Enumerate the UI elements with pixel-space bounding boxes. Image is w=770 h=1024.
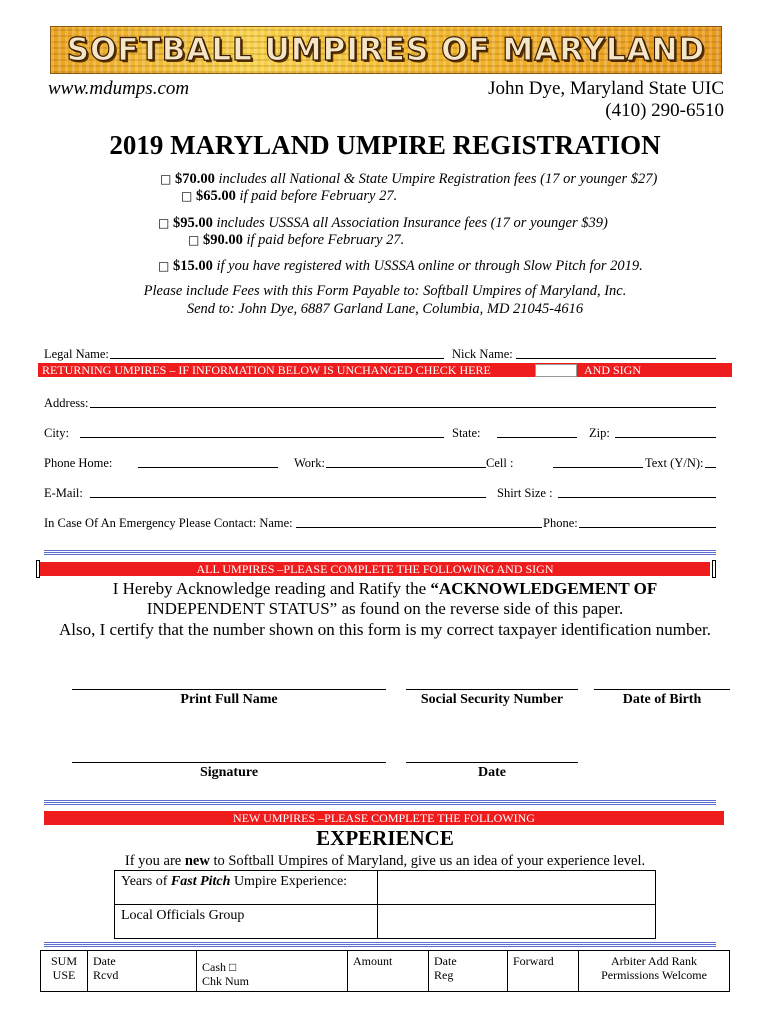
experience-heading: EXPERIENCE — [316, 826, 454, 850]
reg-label: Reg — [434, 968, 454, 982]
use-label: USE — [52, 968, 76, 982]
section-separator — [44, 550, 716, 556]
emergency-name-field[interactable] — [296, 527, 542, 528]
date-caption: Date — [478, 765, 506, 780]
print-name-field[interactable] — [72, 689, 386, 690]
legal-name-field[interactable] — [110, 358, 444, 359]
years-text: Years of — [121, 874, 171, 889]
years-text: Umpire Experience: — [230, 874, 348, 889]
phone-home-label: Phone Home: — [44, 456, 113, 470]
website: www.mdumps.com — [48, 78, 190, 99]
date-label: Date — [434, 954, 457, 968]
years-fast-pitch-label — [115, 871, 378, 905]
fee-option-90[interactable] — [188, 232, 404, 249]
email-field[interactable] — [90, 497, 486, 498]
permissions-label: Permissions Welcome — [601, 968, 707, 982]
print-name-caption: Print Full Name — [180, 692, 278, 707]
local-officials-group-input[interactable] — [378, 905, 656, 939]
bar-right-cap — [712, 560, 716, 578]
ssn-field[interactable] — [406, 689, 578, 690]
sum-label: SUM — [50, 954, 77, 968]
cell-phone-field[interactable] — [553, 467, 643, 468]
fee-amount: $90.00 — [202, 232, 243, 248]
state-field[interactable] — [497, 437, 577, 438]
phone-home-field[interactable] — [138, 467, 278, 468]
chk-num-label: Chk Num — [202, 974, 250, 988]
text-yn-label: Text (Y/N): — [645, 456, 704, 470]
returning-check-box[interactable] — [535, 364, 577, 377]
acknowledgement-line-1 — [0, 579, 770, 599]
signature-field[interactable] — [72, 762, 386, 763]
returning-bar-text: RETURNING UMPIRES – IF INFORMATION BELOW IS UNCHANGED CHECK HERE — [42, 363, 491, 377]
ack-text: I Hereby Acknowledge reading and Ratify the — [112, 579, 431, 598]
checkbox-icon[interactable]: □ — [158, 259, 170, 273]
emergency-contact-label: In Case Of An Emergency Please Contact: Name: — [44, 516, 293, 530]
city-field[interactable] — [80, 437, 444, 438]
intro-text: to Softball Umpires of Maryland, give us an idea of your experience level. — [209, 853, 646, 869]
banner-logo — [50, 26, 722, 74]
cash-label: Cash □ — [202, 960, 237, 974]
state-label: State: — [452, 426, 481, 440]
zip-field[interactable] — [615, 437, 716, 438]
checkbox-icon[interactable]: □ — [158, 216, 170, 230]
ack-text-bold: “ACKNOWLEDGEMENT OF — [430, 579, 658, 598]
cash-chk-cell — [197, 951, 348, 992]
new-umpires-bar-text: NEW UMPIRES –PLEASE COMPLETE THE FOLLOWING — [233, 811, 535, 825]
local-officials-group-label: Local Officials Group — [115, 905, 378, 939]
banner-text: SOFTBALL UMPIRES OF MARYLAND — [66, 32, 706, 68]
fee-option-15[interactable] — [158, 258, 643, 275]
new-umpires-bar — [44, 811, 724, 825]
dob-caption: Date of Birth — [622, 692, 702, 707]
fee-text: if you have registered with USSSA online or through Slow Pitch for 2019. — [212, 258, 643, 274]
section-separator — [44, 942, 716, 948]
date-field[interactable] — [406, 762, 578, 763]
address-field[interactable] — [90, 407, 716, 408]
send-to-note: Send to: John Dye, 6887 Garland Lane, Columbia, MD 21045-4616 — [186, 301, 584, 317]
all-umpires-bar-text: ALL UMPIRES –PLEASE COMPLETE THE FOLLOWING AND SIGN — [196, 562, 554, 576]
date-label: Date — [93, 954, 116, 968]
fee-amount: $70.00 — [174, 171, 215, 187]
cell-label: Cell : — [486, 456, 514, 470]
acknowledgement-line-3: Also, I certify that the number shown on this form is my correct taxpayer identification number. — [59, 620, 711, 639]
text-yn-field[interactable] — [705, 467, 716, 468]
years-fast-pitch-input[interactable] — [378, 871, 656, 905]
fee-text: includes all National & State Umpire Registration fees (17 or younger $27) — [214, 171, 658, 187]
years-text-bold: Fast Pitch — [170, 874, 231, 889]
shirt-size-field[interactable] — [558, 497, 716, 498]
contact-block — [488, 78, 724, 122]
page-title: 2019 MARYLAND UMPIRE REGISTRATION — [109, 130, 661, 160]
date-rcvd-cell — [88, 951, 197, 992]
emergency-phone-field[interactable] — [579, 527, 716, 528]
payable-note: Please include Fees with this Form Payable to: Softball Umpires of Maryland, Inc. — [143, 283, 627, 299]
checkbox-icon[interactable]: □ — [181, 189, 193, 203]
signature-caption: Signature — [199, 765, 259, 780]
work-phone-field[interactable] — [326, 467, 486, 468]
nick-name-label: Nick Name: — [452, 347, 513, 361]
returning-umpires-bar — [38, 363, 732, 377]
office-use-table — [40, 950, 730, 992]
fee-amount: $95.00 — [172, 215, 213, 231]
checkbox-icon[interactable]: □ — [188, 233, 200, 247]
section-separator — [44, 800, 716, 806]
bar-left-cap — [36, 560, 40, 578]
legal-name-label: Legal Name: — [44, 347, 109, 361]
fee-amount: $65.00 — [195, 188, 236, 204]
fee-text: includes USSSA all Association Insurance fees (17 or younger $39) — [212, 215, 608, 231]
zip-label: Zip: — [589, 426, 610, 440]
shirt-size-label: Shirt Size : — [497, 486, 553, 500]
city-label: City: — [44, 426, 70, 440]
forward-label: Forward — [513, 954, 554, 968]
and-sign-text: AND SIGN — [584, 363, 641, 377]
fee-text: if paid before February 27. — [242, 232, 405, 248]
dob-field[interactable] — [594, 689, 730, 690]
amount-cell — [348, 951, 429, 992]
ssn-caption: Social Security Number — [420, 692, 564, 707]
sum-use-cell — [41, 951, 88, 992]
date-reg-cell — [429, 951, 508, 992]
arbiter-cell — [579, 951, 730, 992]
arbiter-label: Arbiter Add Rank — [611, 954, 697, 968]
forward-cell — [508, 951, 579, 992]
fee-text: if paid before February 27. — [235, 188, 398, 204]
acknowledgement-line-2: INDEPENDENT STATUS” as found on the reverse side of this paper. — [146, 599, 624, 618]
intro-text-bold: new — [184, 853, 210, 869]
experience-intro — [0, 853, 770, 870]
experience-table — [114, 870, 656, 939]
contact-phone: (410) 290-6510 — [605, 100, 724, 121]
address-label: Address: — [44, 396, 89, 410]
intro-text: If you are — [124, 853, 185, 869]
fee-option-95[interactable] — [158, 215, 608, 232]
nick-name-field[interactable] — [516, 358, 716, 359]
email-label: E-Mail: — [44, 486, 83, 500]
all-umpires-bar — [40, 562, 710, 576]
rcvd-label: Rcvd — [93, 968, 119, 982]
amount-label: Amount — [353, 954, 393, 968]
emergency-phone-label: Phone: — [543, 516, 578, 530]
contact-name: John Dye, Maryland State UIC — [488, 78, 724, 99]
fee-amount: $15.00 — [172, 258, 213, 274]
fee-option-65[interactable] — [181, 188, 397, 205]
checkbox-icon[interactable]: □ — [160, 172, 172, 186]
work-label: Work: — [294, 456, 325, 470]
fee-option-70[interactable] — [160, 171, 657, 188]
